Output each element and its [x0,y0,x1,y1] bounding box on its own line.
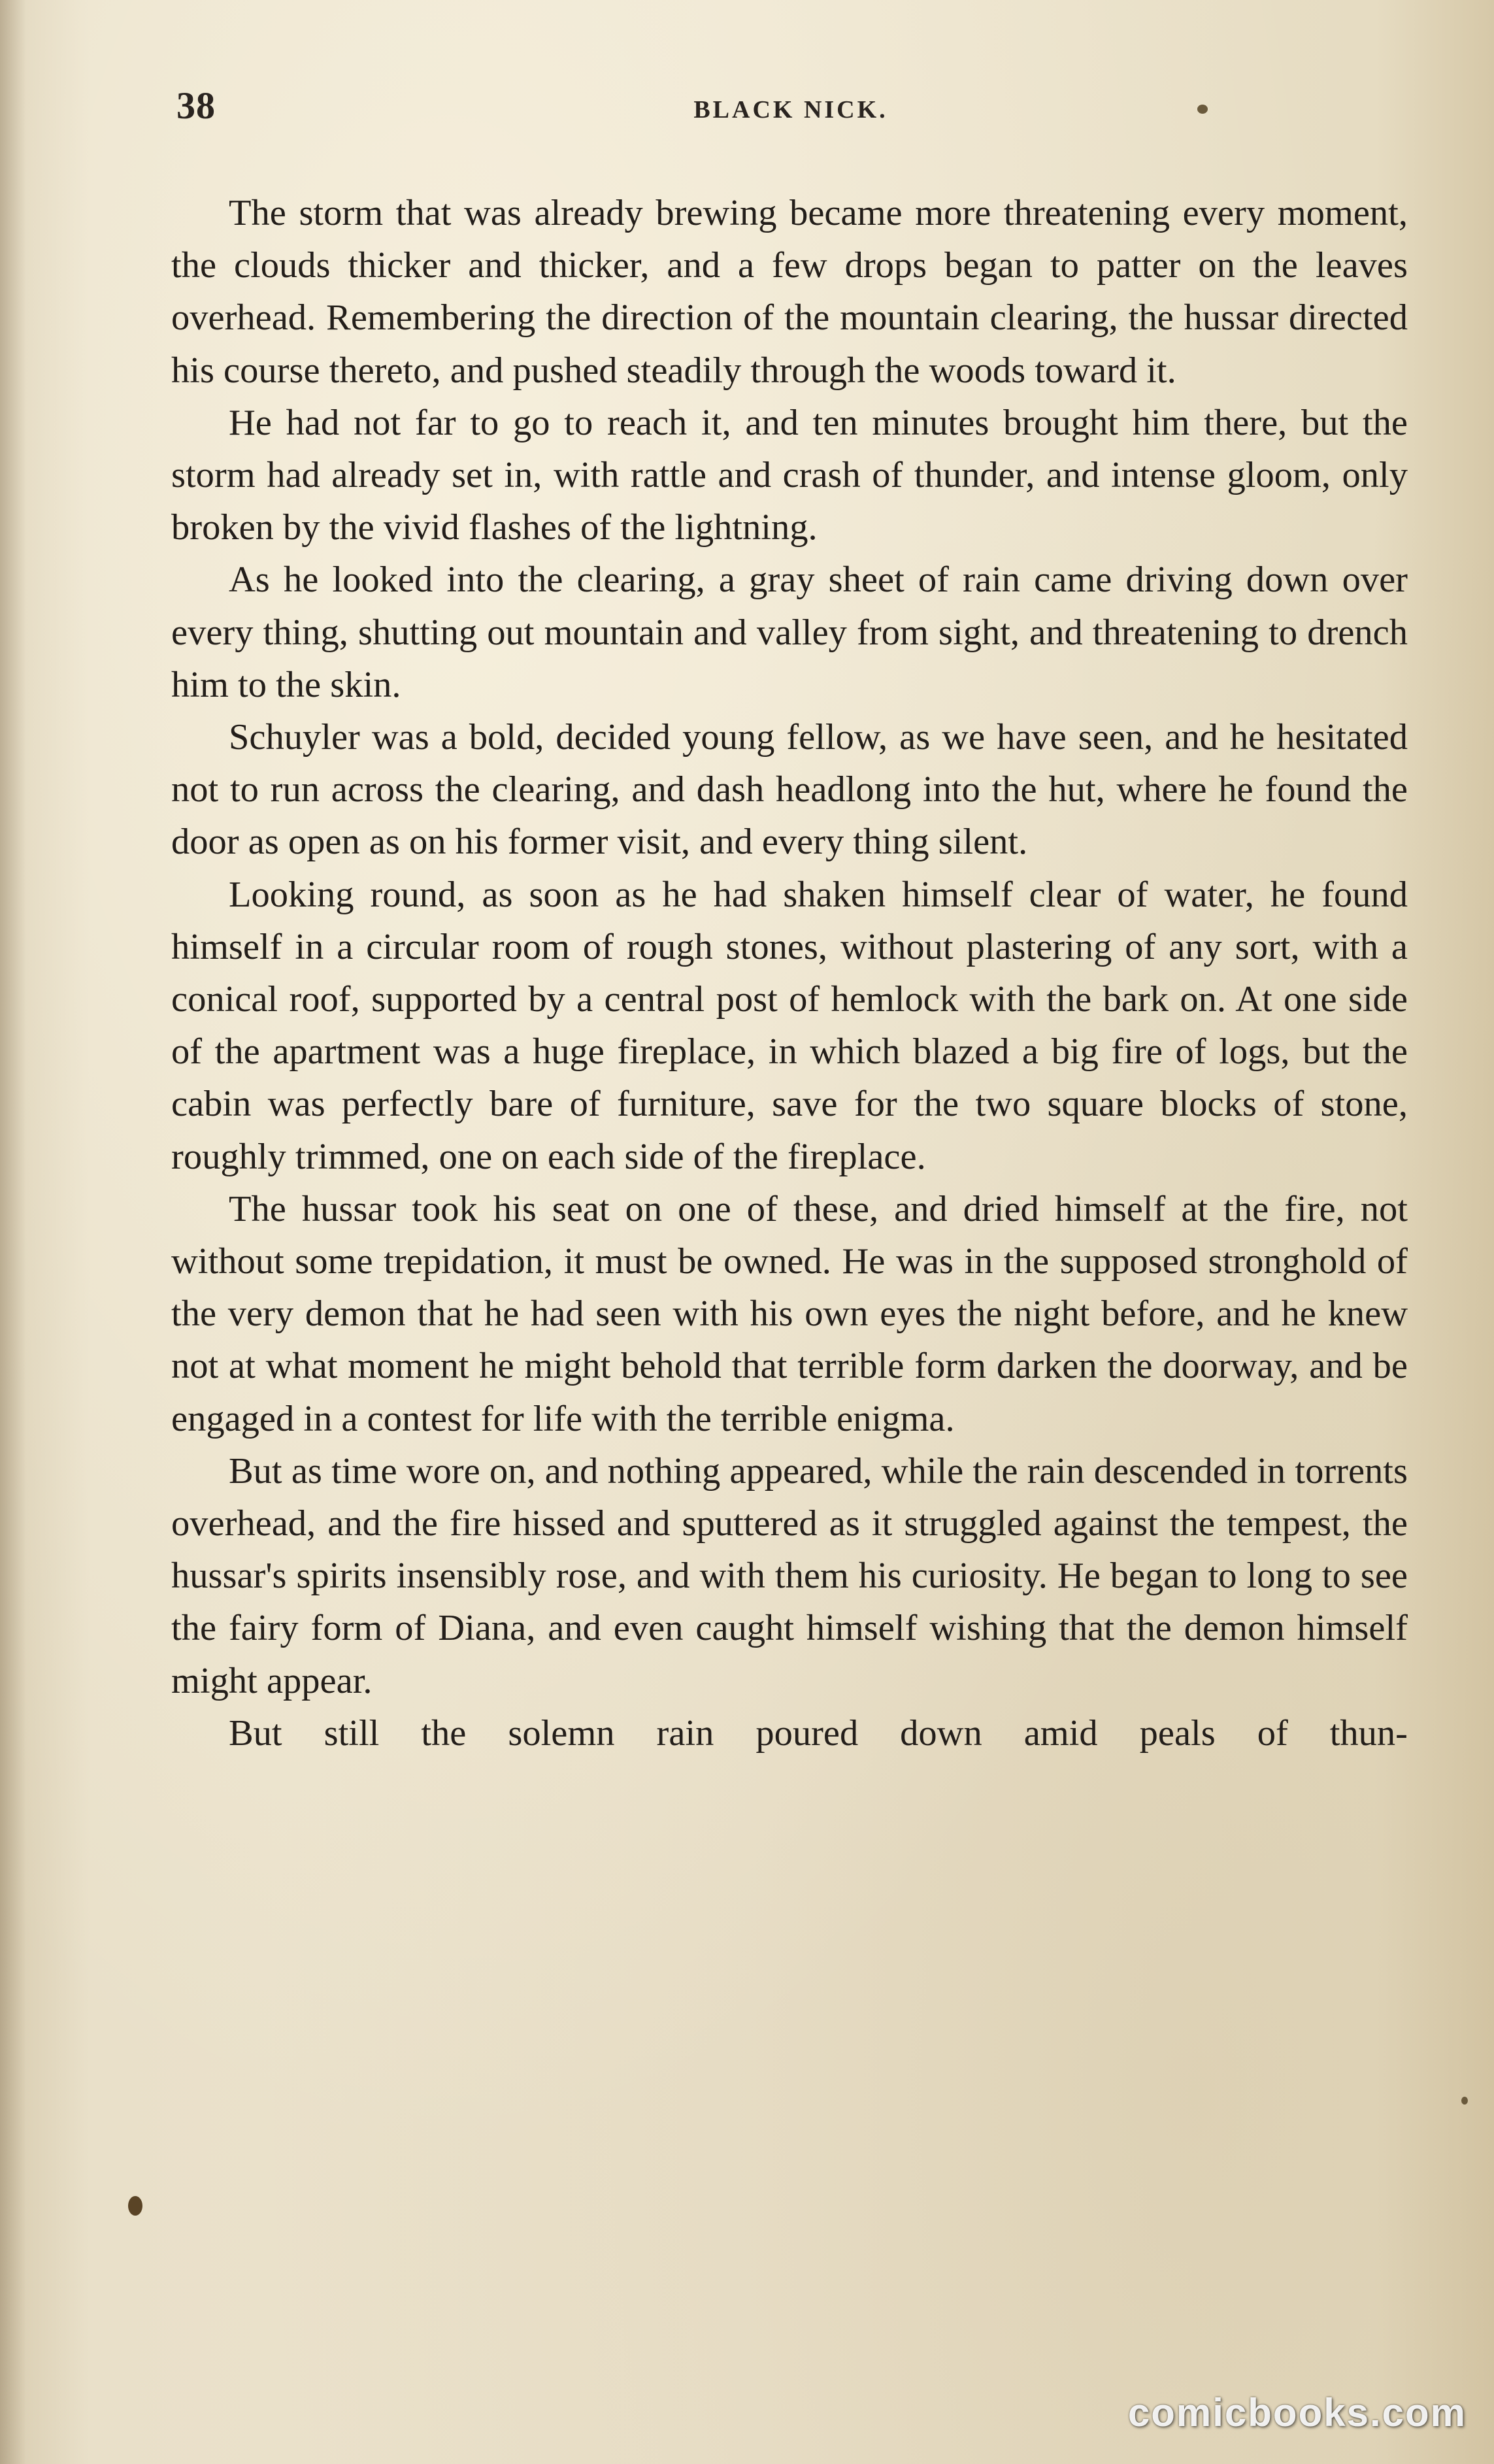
page-header [176,84,1405,136]
paragraph: He had not far to go to reach it, and ten minutes brought him there, but the storm had already set in, with rattle and crash of thunder, and intense gloom, only broken by the vivid flashes of the lightning. [171,402,1408,548]
ink-spot [128,2196,142,2216]
paragraph: The storm that was already brewing became more threatening every moment, the clouds thicker and thicker, and a few drops began to patter on the leaves overhead. Remembering the direction of the mountain clearing, the hussar directed his course thereto, and pushed steadily through the woods toward it. [171,193,1408,391]
page-number: 38 [176,84,216,127]
paragraph-continued: But still the solemn rain poured down amid peals of thun- [229,1712,1408,1754]
paragraph: As he looked into the clearing, a gray sheet of rain came driving down over every thing, shutting out mountain and valley from sight, and threatening to drench him to the skin. [171,559,1408,705]
ink-spot [1197,105,1208,114]
paragraph: The hussar took his seat on one of these, and dried himself at the fire, not without some trepidation, it must be owned. He was in the supposed stronghold of the very demon that he had seen with his own eyes the night before, and he knew not at what moment he might behold that terrible form darken the doorway, and be engaged in a contest for life with the terrible enigma. [171,1188,1408,1439]
watermark-logo: comicbooks.com [1127,2391,1467,2435]
paragraph: Looking round, as soon as he had shaken himself clear of water, he found himself in a circular room of rough stones, without plastering of any sort, with a conical roof, supported by a central post of hemlock with the bark on. At one side of the apartment was a huge fireplace, in which blazed a big fire of logs, but the cabin was perfectly bare of furniture, save for the two square blocks of stone, roughly trimmed, one on each side of the fireplace. [171,874,1408,1177]
running-head: BLACK NICK. [693,96,888,124]
paragraph: But as time wore on, and nothing appeared, while the rain descended in torrents overhead, and the fire hissed and sputtered as it struggled against the tempest, the hussar's spirits insensibly rose, and with them his curiosity. He began to long to see the fairy form of Diana, and even caught himself wishing that the demon himself might appear. [171,1450,1408,1701]
spine-shadow [0,0,26,2464]
body-text [171,187,1408,1759]
ink-spot [1461,2097,1468,2105]
paragraph: Schuyler was a bold, decided young fellow, as we have seen, and he hesitated not to run across the clearing, and dash headlong into the hut, where he found the door as open as on his former visit, and every thing silent. [171,717,1408,863]
